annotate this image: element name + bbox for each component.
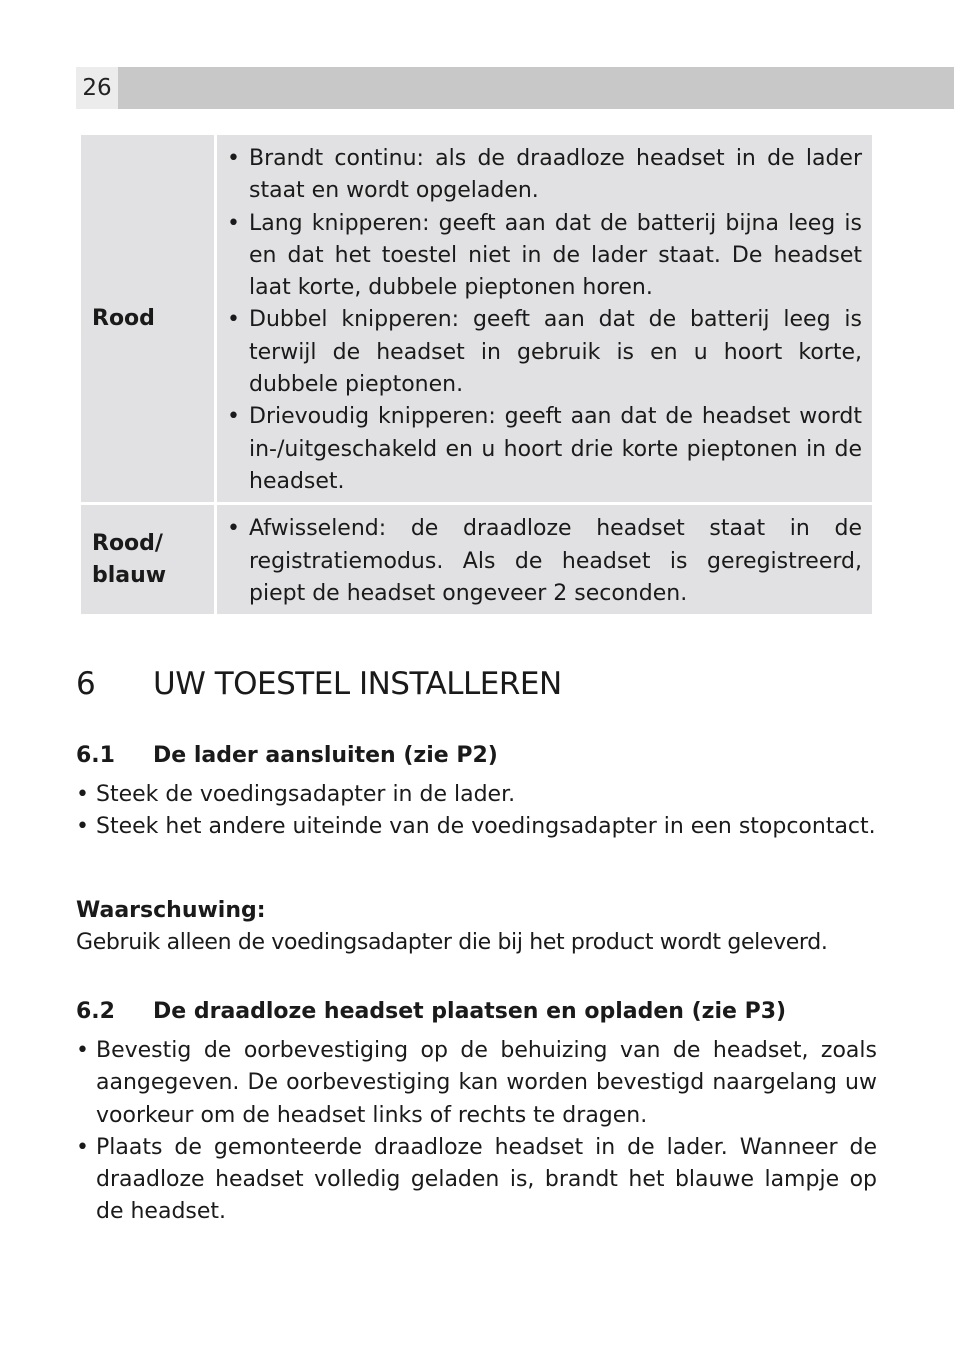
- list-item: • Drievoudig knipperen: geeft aan dat de headset wordt in-/uitgeschakeld en u hoort drie korte pieptonen in de headset.: [227, 401, 862, 498]
- subsection-heading: [76, 740, 498, 772]
- list-item: • Brandt continu: als de draadloze headset in de lader staat en wordt opgeladen.: [227, 143, 862, 208]
- bullet-list: [76, 1035, 877, 1229]
- section-number: 6: [76, 666, 96, 702]
- subsection-number: 6.2: [76, 999, 115, 1024]
- list-item: • Lang knipperen: geeft aan dat de batterij bijna leeg is en dat het toestel niet in de lader staat. De headset laat korte, dubbele pieptonen horen.: [227, 208, 862, 305]
- subsection-title: De draadloze headset plaatsen en opladen (zie P3): [153, 999, 787, 1024]
- warning-label: Waarschuwing:: [76, 898, 266, 923]
- led-color-label-text: Rood/ blauw: [92, 530, 167, 588]
- list-item: • Afwisselend: de draadloze headset staat in de registratiemodus. Als de headset is geregistreerd, piept de headset ongeveer 2 seconden.: [227, 513, 862, 610]
- list-item: • Steek de voedingsadapter in de lader.: [76, 779, 877, 811]
- subsection-title: De lader aansluiten (zie P2): [153, 743, 498, 768]
- bullet-list: [76, 779, 877, 844]
- page-header-bar: [76, 67, 954, 109]
- led-status-table: [78, 132, 875, 617]
- section-heading: [76, 662, 562, 706]
- led-color-label: Rood: [81, 135, 214, 502]
- subsection-heading: [76, 996, 786, 1028]
- page-number: 26: [76, 67, 118, 109]
- table-row: [81, 505, 872, 614]
- list-item: • Bevestig de oorbevestiging op de behuizing van de headset, zoals aangegeven. De oorbevestiging kan worden bevestigd naargelang uw voorkeur om de headset links of rechts te dragen.: [76, 1035, 877, 1132]
- subsection-number: 6.1: [76, 743, 115, 768]
- table-row: [81, 135, 872, 502]
- list-item: • Dubbel knipperen: geeft aan dat de batterij leeg is terwijl de headset in gebruik is en u hoort korte, dubbele pieptonen.: [227, 304, 862, 401]
- list-item: • Steek het andere uiteinde van de voedingsadapter in een stopcontact.: [76, 811, 877, 843]
- list-item: • Plaats de gemonteerde draadloze headset in de lader. Wanneer de draadloze headset volledig geladen is, brandt het blauwe lampje op de headset.: [76, 1132, 877, 1229]
- led-color-label: [81, 505, 214, 614]
- led-description: [217, 135, 872, 502]
- warning-text: Gebruik alleen de voedingsadapter die bij het product wordt geleverd.: [76, 930, 828, 955]
- led-description: [217, 505, 872, 614]
- section-title: UW TOESTEL INSTALLEREN: [153, 666, 562, 702]
